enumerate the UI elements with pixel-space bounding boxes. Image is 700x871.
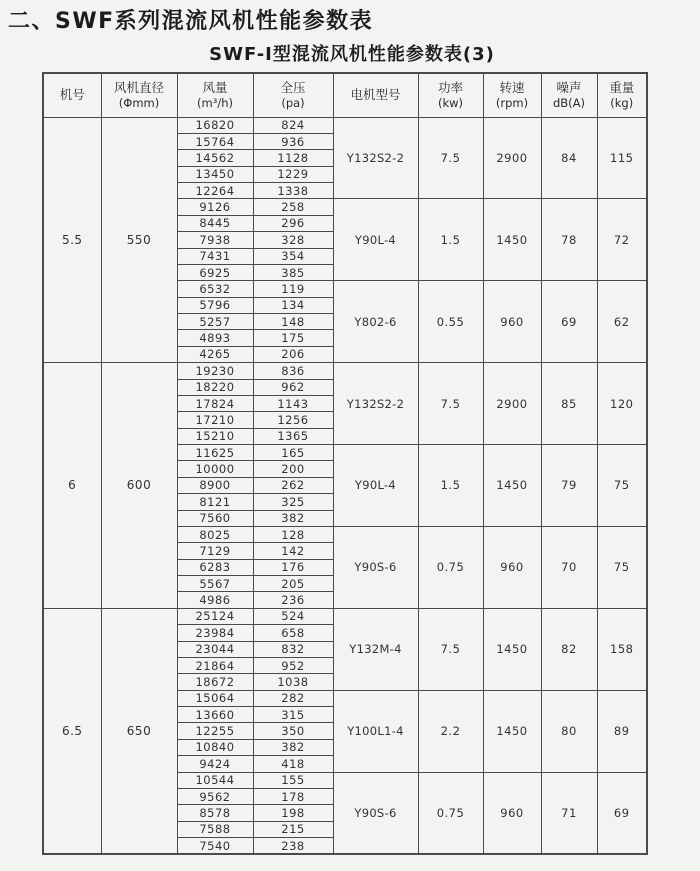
cell-motor-model: Y90L-4 [333, 445, 418, 527]
cell-pressure: 215 [253, 821, 333, 837]
cell-flow: 21864 [177, 657, 253, 673]
cell-pressure: 142 [253, 543, 333, 559]
cell-pressure: 1256 [253, 412, 333, 428]
cell-weight: 115 [597, 117, 647, 199]
cell-pressure: 315 [253, 707, 333, 723]
cell-power: 7.5 [418, 363, 483, 445]
cell-flow: 19230 [177, 363, 253, 379]
cell-pressure: 178 [253, 788, 333, 804]
cell-motor-model: Y132M-4 [333, 608, 418, 690]
cell-flow: 9562 [177, 788, 253, 804]
table-subtitle: SWF-I型混流风机性能参数表(3) [209, 44, 495, 65]
cell-flow: 15064 [177, 690, 253, 706]
col-header-pressure [253, 73, 333, 117]
cell-speed: 960 [483, 526, 541, 608]
table-row [43, 117, 647, 133]
cell-motor-model: Y90S-6 [333, 772, 418, 854]
col-header-diameter [101, 73, 177, 117]
col-header-sub: (kg) [610, 95, 634, 110]
cell-flow: 11625 [177, 445, 253, 461]
cell-flow: 5567 [177, 576, 253, 592]
col-header-sub: (rpm) [495, 95, 529, 110]
cell-pressure: 350 [253, 723, 333, 739]
col-header-weight [597, 73, 647, 117]
cell-model-no: 6.5 [43, 608, 101, 854]
table-header-row [43, 73, 647, 117]
cell-pressure: 238 [253, 838, 333, 855]
cell-flow: 4265 [177, 346, 253, 362]
cell-flow: 12255 [177, 723, 253, 739]
cell-pressure: 198 [253, 805, 333, 821]
cell-flow: 6283 [177, 559, 253, 575]
col-header-speed [483, 73, 541, 117]
cell-noise: 85 [541, 363, 597, 445]
cell-flow: 7588 [177, 821, 253, 837]
cell-power: 1.5 [418, 199, 483, 281]
cell-speed: 1450 [483, 608, 541, 690]
cell-pressure: 128 [253, 526, 333, 542]
cell-pressure: 262 [253, 477, 333, 493]
cell-power: 1.5 [418, 445, 483, 527]
cell-pressure: 832 [253, 641, 333, 657]
cell-power: 0.55 [418, 281, 483, 363]
cell-pressure: 206 [253, 346, 333, 362]
col-header-label: 转速 [499, 80, 525, 96]
cell-flow: 8445 [177, 215, 253, 231]
cell-pressure: 836 [253, 363, 333, 379]
cell-noise: 69 [541, 281, 597, 363]
col-header-label: 全压 [280, 80, 306, 96]
cell-pressure: 936 [253, 133, 333, 149]
cell-model-no: 6 [43, 363, 101, 609]
cell-pressure: 418 [253, 756, 333, 772]
cell-flow: 17824 [177, 395, 253, 411]
cell-flow: 9126 [177, 199, 253, 215]
cell-flow: 8578 [177, 805, 253, 821]
cell-noise: 78 [541, 199, 597, 281]
cell-flow: 8900 [177, 477, 253, 493]
cell-flow: 7129 [177, 543, 253, 559]
cell-pressure: 658 [253, 625, 333, 641]
cell-flow: 18220 [177, 379, 253, 395]
cell-noise: 71 [541, 772, 597, 854]
cell-pressure: 296 [253, 215, 333, 231]
cell-flow: 15764 [177, 133, 253, 149]
cell-pressure: 1128 [253, 150, 333, 166]
cell-flow: 10000 [177, 461, 253, 477]
page-title: 二、SWF系列混流风机性能参数表 [8, 9, 374, 34]
cell-diameter: 550 [101, 117, 177, 363]
col-header-power [418, 73, 483, 117]
table-row [43, 608, 647, 624]
cell-flow: 15210 [177, 428, 253, 444]
cell-pressure: 1229 [253, 166, 333, 182]
col-header-label: 机号 [59, 87, 85, 103]
cell-flow: 10544 [177, 772, 253, 788]
cell-weight: 62 [597, 281, 647, 363]
cell-pressure: 165 [253, 445, 333, 461]
cell-pressure: 282 [253, 690, 333, 706]
cell-pressure: 1143 [253, 395, 333, 411]
cell-pressure: 382 [253, 739, 333, 755]
cell-pressure: 155 [253, 772, 333, 788]
cell-weight: 72 [597, 199, 647, 281]
cell-power: 0.75 [418, 772, 483, 854]
cell-motor-model: Y132S2-2 [333, 363, 418, 445]
cell-flow: 7938 [177, 232, 253, 248]
cell-pressure: 119 [253, 281, 333, 297]
cell-pressure: 176 [253, 559, 333, 575]
cell-power: 0.75 [418, 526, 483, 608]
cell-speed: 960 [483, 772, 541, 854]
col-header-sub: (pa) [281, 95, 305, 110]
cell-flow: 23984 [177, 625, 253, 641]
col-header-label: 噪声 [556, 80, 582, 96]
cell-flow: 4893 [177, 330, 253, 346]
cell-flow: 6925 [177, 264, 253, 280]
cell-noise: 70 [541, 526, 597, 608]
col-header-motor-model [333, 73, 418, 117]
cell-pressure: 1365 [253, 428, 333, 444]
col-header-label: 重量 [609, 80, 635, 96]
cell-pressure: 385 [253, 264, 333, 280]
cell-flow: 14562 [177, 150, 253, 166]
cell-speed: 2900 [483, 117, 541, 199]
cell-speed: 1450 [483, 445, 541, 527]
cell-weight: 158 [597, 608, 647, 690]
cell-flow: 5257 [177, 314, 253, 330]
col-header-sub: (kw) [437, 95, 464, 110]
col-header-label: 风量 [202, 80, 228, 96]
cell-diameter: 600 [101, 363, 177, 609]
col-header-label: 功率 [437, 80, 463, 96]
cell-speed: 2900 [483, 363, 541, 445]
cell-pressure: 134 [253, 297, 333, 313]
cell-power: 2.2 [418, 690, 483, 772]
cell-power: 7.5 [418, 608, 483, 690]
cell-pressure: 148 [253, 314, 333, 330]
cell-pressure: 1038 [253, 674, 333, 690]
cell-pressure: 824 [253, 117, 333, 133]
cell-diameter: 650 [101, 608, 177, 854]
cell-noise: 82 [541, 608, 597, 690]
cell-flow: 16820 [177, 117, 253, 133]
cell-flow: 7560 [177, 510, 253, 526]
cell-power: 7.5 [418, 117, 483, 199]
cell-pressure: 200 [253, 461, 333, 477]
cell-flow: 17210 [177, 412, 253, 428]
cell-flow: 8025 [177, 526, 253, 542]
cell-pressure: 382 [253, 510, 333, 526]
cell-pressure: 354 [253, 248, 333, 264]
table-body [43, 117, 647, 854]
table-row [43, 363, 647, 379]
cell-flow: 8121 [177, 494, 253, 510]
col-header-noise [541, 73, 597, 117]
cell-pressure: 258 [253, 199, 333, 215]
table-header [43, 73, 647, 117]
cell-flow: 6532 [177, 281, 253, 297]
col-header-label: 风机直径 [113, 80, 164, 96]
cell-flow: 7431 [177, 248, 253, 264]
cell-motor-model: Y802-6 [333, 281, 418, 363]
cell-pressure: 952 [253, 657, 333, 673]
cell-speed: 1450 [483, 199, 541, 281]
cell-flow: 7540 [177, 838, 253, 855]
cell-pressure: 236 [253, 592, 333, 608]
cell-motor-model: Y132S2-2 [333, 117, 418, 199]
cell-pressure: 1338 [253, 183, 333, 199]
cell-pressure: 524 [253, 608, 333, 624]
cell-pressure: 962 [253, 379, 333, 395]
col-header-sub: dB(A) [552, 95, 586, 110]
cell-pressure: 205 [253, 576, 333, 592]
col-header-label: 电机型号 [350, 87, 401, 103]
cell-weight: 120 [597, 363, 647, 445]
cell-speed: 1450 [483, 690, 541, 772]
cell-flow: 5796 [177, 297, 253, 313]
cell-pressure: 325 [253, 494, 333, 510]
cell-flow: 18672 [177, 674, 253, 690]
cell-flow: 13660 [177, 707, 253, 723]
cell-flow: 10840 [177, 739, 253, 755]
fan-performance-table [42, 72, 648, 855]
col-header-flow [177, 73, 253, 117]
col-header-sub: (m³/h) [197, 95, 233, 110]
cell-motor-model: Y100L1-4 [333, 690, 418, 772]
cell-flow: 25124 [177, 608, 253, 624]
cell-weight: 69 [597, 772, 647, 854]
col-header-sub: (Φmm) [118, 95, 160, 110]
cell-flow: 9424 [177, 756, 253, 772]
cell-pressure: 175 [253, 330, 333, 346]
cell-flow: 4986 [177, 592, 253, 608]
cell-noise: 80 [541, 690, 597, 772]
cell-motor-model: Y90L-4 [333, 199, 418, 281]
cell-flow: 23044 [177, 641, 253, 657]
cell-speed: 960 [483, 281, 541, 363]
cell-weight: 75 [597, 526, 647, 608]
cell-noise: 84 [541, 117, 597, 199]
cell-weight: 75 [597, 445, 647, 527]
cell-motor-model: Y90S-6 [333, 526, 418, 608]
cell-pressure: 328 [253, 232, 333, 248]
cell-flow: 12264 [177, 183, 253, 199]
col-header-model-no [43, 73, 101, 117]
cell-flow: 13450 [177, 166, 253, 182]
cell-model-no: 5.5 [43, 117, 101, 363]
cell-noise: 79 [541, 445, 597, 527]
cell-weight: 89 [597, 690, 647, 772]
